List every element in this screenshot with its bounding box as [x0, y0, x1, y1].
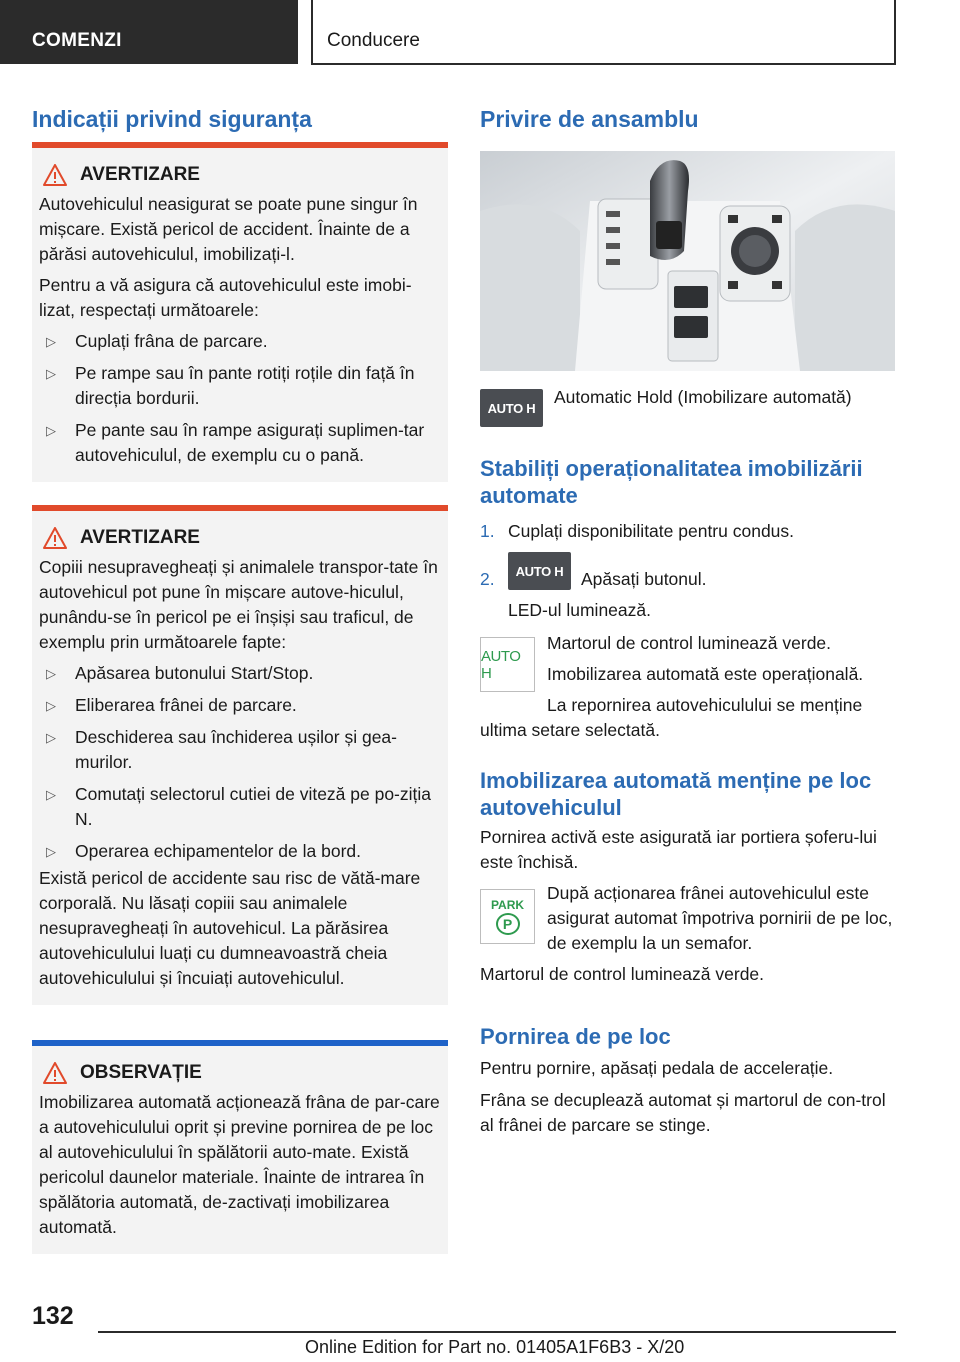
- section-start-title: Pornirea de pe loc: [480, 1024, 671, 1049]
- bullet-triangle-icon: ▷: [46, 423, 56, 438]
- auto-h-button-icon: AUTO H: [508, 552, 571, 590]
- section-hold-title: Imobilizarea automată menține pe loc autovehiculul: [480, 768, 872, 820]
- header-chapter-tab: [311, 0, 896, 65]
- overview-title: Privire de ansamblu: [480, 106, 699, 132]
- warning-box-2-text-2: Există pericol de accidente sau risc de vătă-mare corporală. Nu lăsați copiii sau animalele nesupravegheați în autovehicul. La părăsirea autovehiculului luați cu dumneavoastră cheia autovehiculului și încuiați autovehiculul.: [39, 868, 421, 988]
- park-text: După acționarea frânei autovehiculul este asigurat automat împotriva pornirii de pe loc, de exemplu la un semafor.: [547, 883, 893, 953]
- footer-edition: Online Edition for Part no. 01405A1F6B3 - X/20: [305, 1337, 685, 1357]
- park-indicator-icon: PARK P: [480, 889, 535, 944]
- auto-h-button-icon: AUTO H: [480, 389, 543, 427]
- note-box-heading: OBSERVAȚIE: [39, 1062, 441, 1084]
- bullet-triangle-icon: ▷: [46, 334, 56, 349]
- warning-box-1-text-2: Pentru a vă asigura că autovehiculul este imobi-lizat, respectați următoarele:: [39, 275, 412, 320]
- note-box-text: Imobilizarea automată acționează frâna de par-care a autovehiculului oprit și previne pornirea de pe loc al autovehiculului în spălătorii auto-mate. Există pericolul daunelor materiale. Înainte de intrarea în spălătoria automată, de-zactivați imobilizarea automată.: [39, 1092, 440, 1237]
- led-text: LED-ul luminează.: [508, 600, 651, 620]
- note-box: [32, 1040, 448, 1254]
- list-item: ▷ Operarea echipamentelor de la bord.: [39, 839, 441, 864]
- safety-title: Indicații privind siguranța: [32, 106, 312, 132]
- indicator-text-3b: ultima setare selectată.: [480, 720, 660, 740]
- section-hold-text: Pornirea activă este asigurată iar portiera șoferu-lui este închisă.: [480, 827, 877, 872]
- bullet-triangle-icon: ▷: [46, 666, 56, 681]
- section-establish-title: Stabiliți operaționalitatea imobilizării automate: [480, 456, 863, 508]
- park-indicator-row: [480, 881, 896, 956]
- warning-triangle-icon: [43, 527, 67, 549]
- footer-divider: [98, 1331, 896, 1333]
- list-item: ▷ Cuplați frâna de parcare.: [39, 329, 441, 354]
- bullet-triangle-icon: ▷: [46, 787, 56, 802]
- warning-triangle-icon: [43, 1062, 67, 1084]
- list-item: ▷ Deschiderea sau închiderea ușilor și gea-murilor.: [39, 725, 441, 775]
- list-item: ▷ Pe pante sau în rampe asigurați suplimen-tar autovehiculul, de exemplu cu o pană.: [39, 418, 441, 468]
- warning-box-1-heading: AVERTIZARE: [39, 164, 441, 186]
- warning-box-1: [32, 142, 448, 482]
- page-number: 132: [32, 1302, 74, 1330]
- step-item: 2. AUTO H Apăsați butonul.: [480, 552, 896, 592]
- center-console-photo: [480, 151, 895, 371]
- bullet-triangle-icon: ▷: [46, 366, 56, 381]
- warning-box-2-text: Copiii nesupravegheați și animalele transpor-tate în autovehicul pot pune în mișcare autove-hiculul, punându-se în pericol pe ei înșiși sau traficul, de exemplu prin următoarele fapte:: [39, 557, 438, 652]
- list-item: ▷ Eliberarea frânei de parcare.: [39, 693, 441, 718]
- warning-box-2: [32, 505, 448, 1005]
- autoh-caption-row: [480, 389, 896, 427]
- list-item: ▷ Apăsarea butonului Start/Stop.: [39, 661, 441, 686]
- warning-triangle-icon: [43, 164, 67, 186]
- bullet-triangle-icon: ▷: [46, 698, 56, 713]
- section-start-text-1: Pentru pornire, apăsați pedala de accelerație.: [480, 1058, 834, 1078]
- indicator-text-3: La repornirea autovehiculului se menține: [547, 695, 863, 715]
- park-p-circle: P: [496, 913, 520, 935]
- section-hold-text-2: Martorul de control luminează verde.: [480, 964, 765, 984]
- list-item: ▷ Pe rampe sau în pante rotiți roțile din față în direcția bordurii.: [39, 361, 441, 411]
- list-item: ▷ Comutați selectorul cutiei de viteză pe po-ziția N.: [39, 782, 441, 832]
- autoh-caption: Automatic Hold (Imobilizare automată): [554, 387, 852, 407]
- indicator-text-1: Martorul de control luminează verde.: [547, 633, 832, 653]
- warning-box-1-text: Autovehiculul neasigurat se poate pune singur în mișcare. Există pericol de accident. Înainte de a părăsi autovehiculul, imobilizați-l.: [39, 194, 418, 264]
- section-start-text-2: Frâna se decuplează automat și martorul de con-trol al frânei de parcare se stinge.: [480, 1090, 886, 1135]
- header-chapter-label: Conducere: [327, 30, 420, 51]
- step-item: 1. Cuplați disponibilitate pentru condus.: [480, 521, 795, 541]
- bullet-triangle-icon: ▷: [46, 844, 56, 859]
- right-column: [480, 100, 896, 1138]
- header-section-tab: [0, 0, 298, 64]
- warning-box-2-heading: AVERTIZARE: [39, 527, 441, 549]
- indicator-text-2: Imobilizarea automată este operațională.: [547, 664, 864, 684]
- center-console-image-icon: [480, 151, 895, 371]
- indicator-autoh-row: [480, 631, 896, 718]
- header-section-label: COMENZI: [32, 30, 122, 51]
- bullet-triangle-icon: ▷: [46, 730, 56, 745]
- auto-h-indicator-icon: AUTO H: [480, 637, 535, 692]
